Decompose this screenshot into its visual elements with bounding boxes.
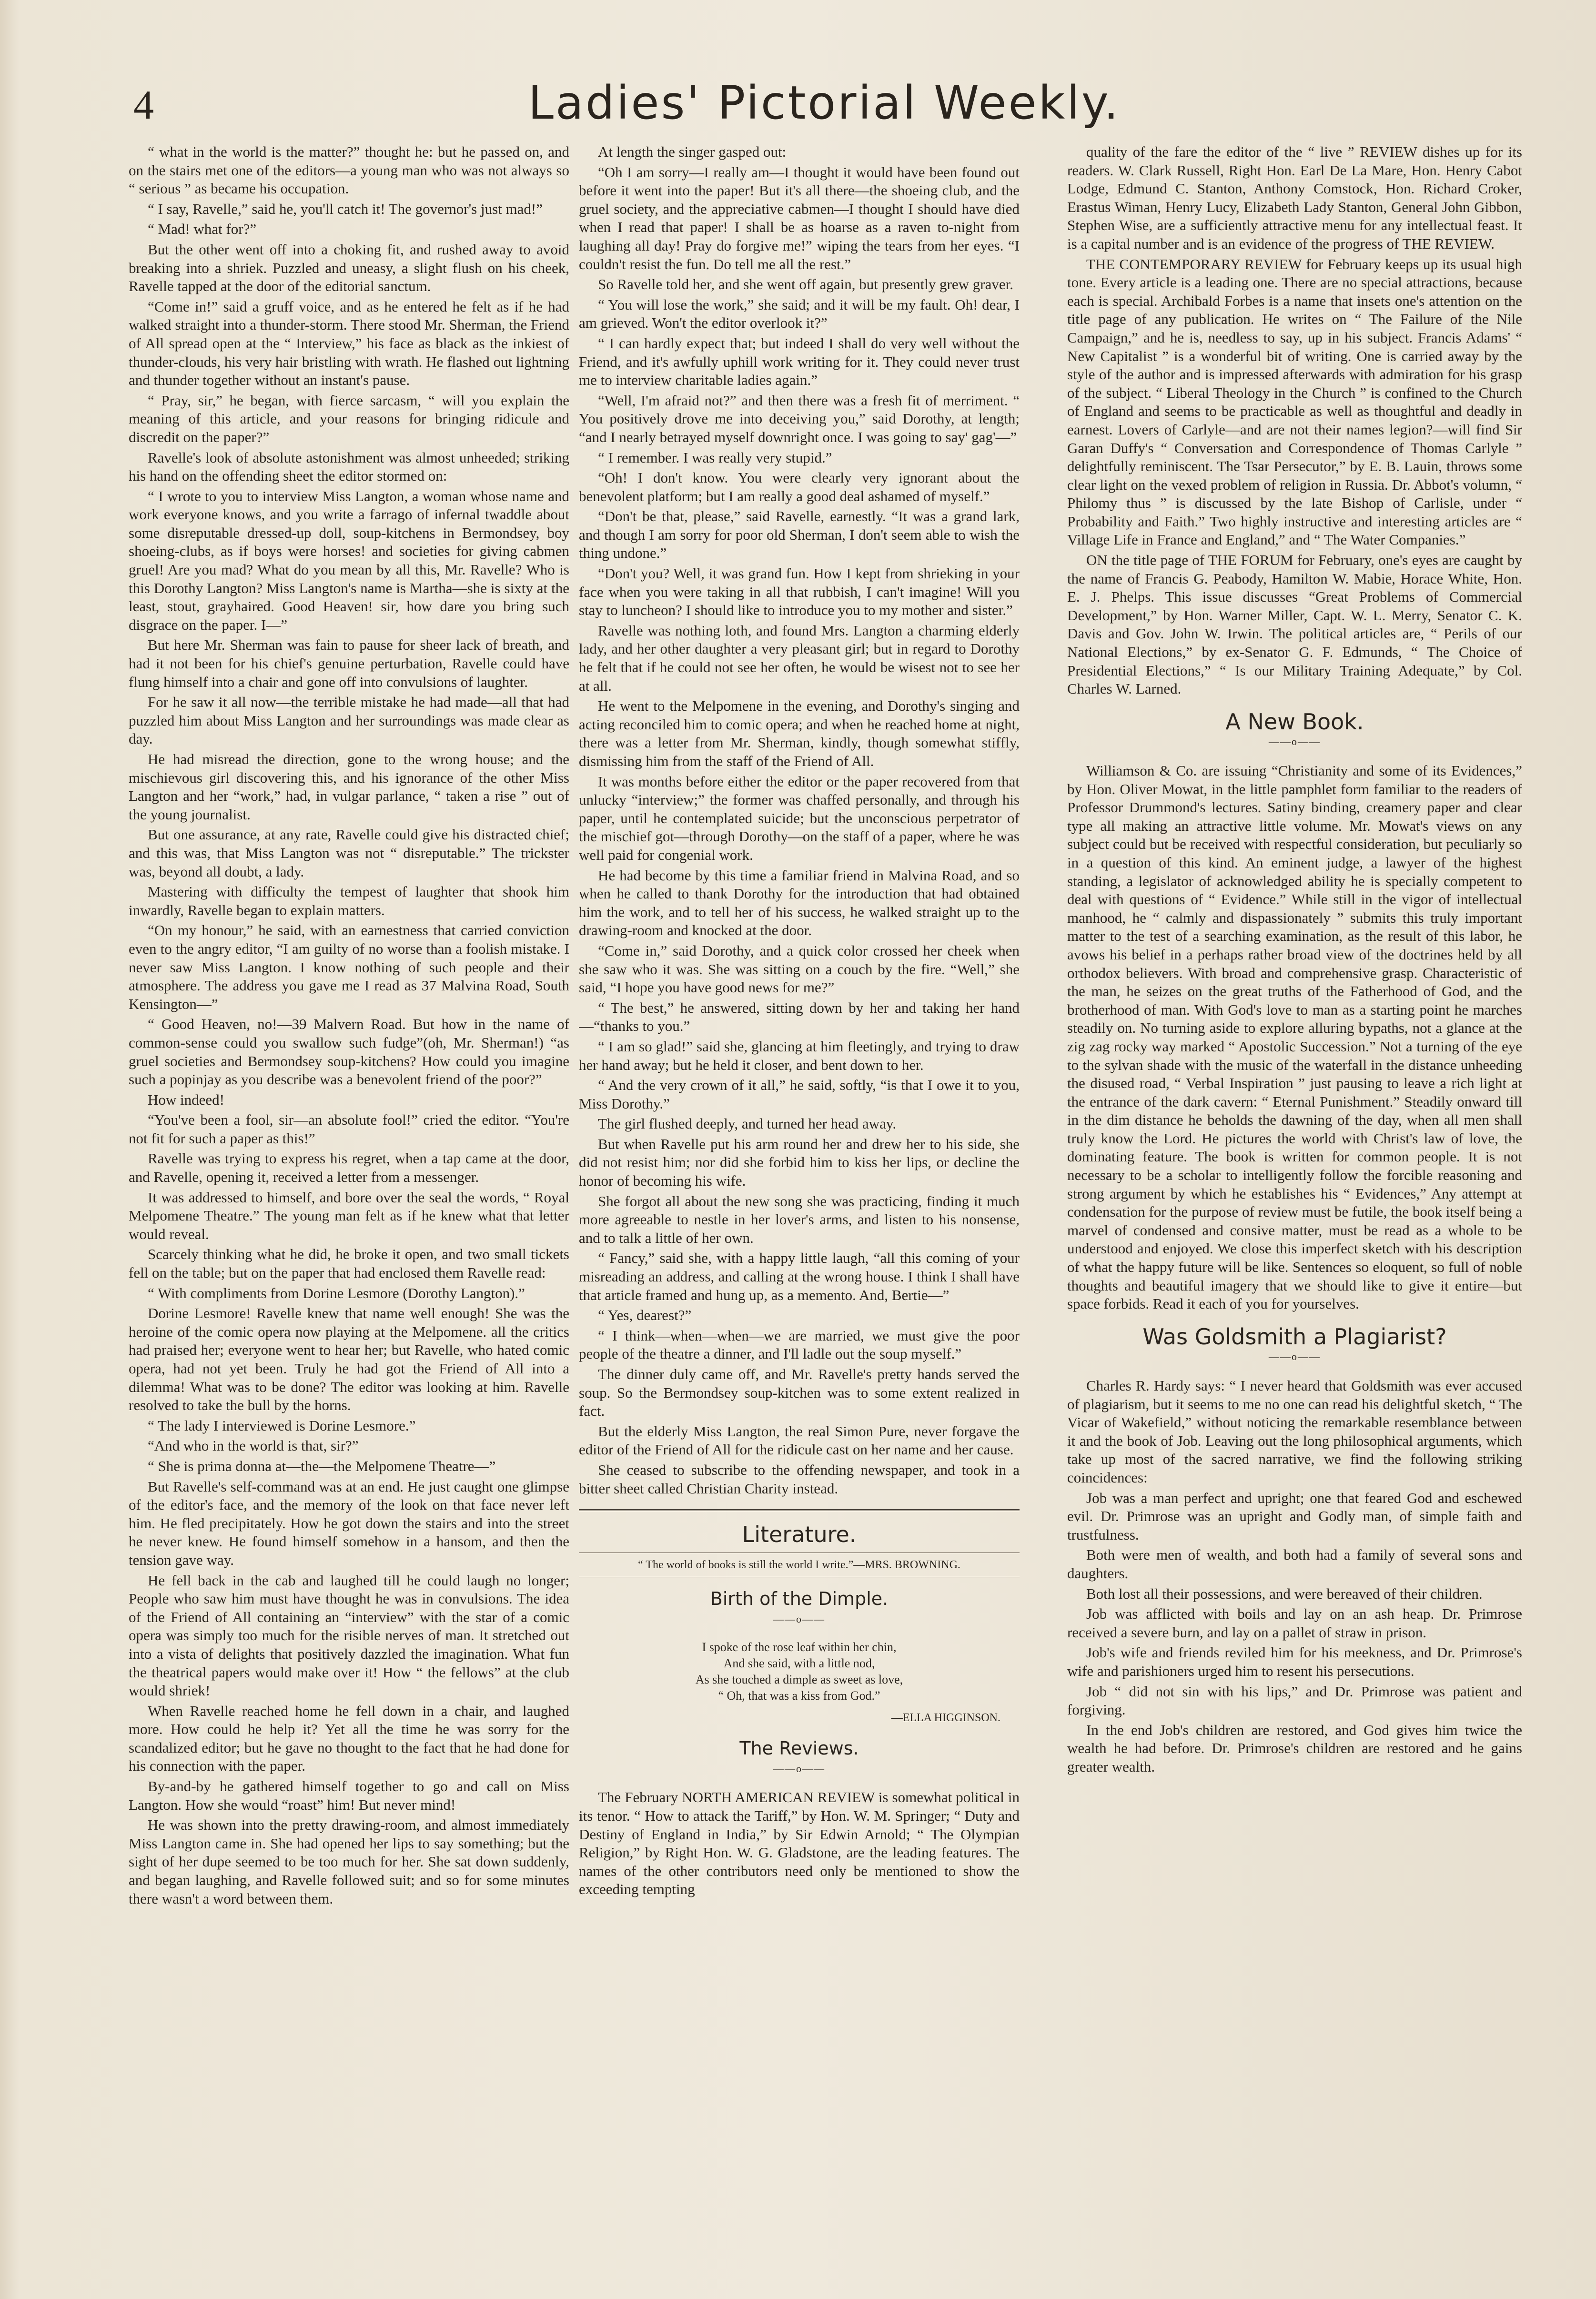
paragraph: The February NORTH AMERICAN REVIEW is somewhat political in its tenor. “ How to attack the Tariff,” by Hon. W. M. Springer; “ Duty and Destiny of England in India,” by Sir Edwin Arnold; “ The Olympian Religion,” by Right Hon. W. G. Gladstone, are the leading features. The names of the other contributors need only be mentioned to show the exceeding tempting (579, 1789, 1020, 1898)
paragraph: Both were men of wealth, and both had a family of several sons and daughters. (1067, 1546, 1522, 1582)
paragraph: He had misread the direction, gone to the wrong house; and the mischievous girl discovering this, and his ignorance of the other Miss Langton and her “work,” had, in vulgar parlance, “ taken a rise ” out of the young journalist. (129, 751, 569, 823)
paragraph: Ravelle was nothing loth, and found Mrs. Langton a charming elderly lady, and her other daughter a very pleasant girl; but in regard to Dorothy he felt that if he could not see her often, he would be wisest not to see her at all. (579, 622, 1020, 694)
poem-line: As she touched a dimple as sweet as love, (695, 1672, 903, 1686)
paragraph: “Don't be that, please,” said Ravelle, earnestly. “It was a grand lark, and though I am sorry for poor old Sherman, I don't seem able to wish the thing undone.” (579, 508, 1020, 562)
paragraph: But when Ravelle put his arm round her and drew her to his side, she did not resist him; nor did she forbid him to kiss her lips, or decline the honor of becoming his wife. (579, 1135, 1020, 1190)
paragraph: The dinner duly came off, and Mr. Ravelle's pretty hands served the soup. So the Bermondsey soup-kitchen was to some extent realized in fact. (579, 1366, 1020, 1420)
paragraph: “Oh! I don't know. You were clearly very ignorant about the benevolent platform; but I am really a good deal ashamed of myself.” (579, 469, 1020, 504)
paragraph: Job “ did not sin with his lips,” and Dr. Primrose was patient and forgiving. (1067, 1683, 1522, 1718)
paragraph: Job's wife and friends reviled him for his meekness, and Dr. Primrose's wife and parishioners urged him to resent his persecutions. (1067, 1644, 1522, 1679)
paragraph: “ Good Heaven, no!—39 Malvern Road. But how in the name of common-sense could you swallow such fudge”(oh, Mr. Sherman!) “as gruel societies and Bermondsey soup-kitchens? How could you imagine such a popinjay as you describe was a benevolent friend of the poor?” (129, 1016, 569, 1088)
paragraph: The girl flushed deeply, and turned her head away. (598, 1115, 897, 1132)
paragraph: He was shown into the pretty drawing-room, and almost immediately Miss Langton came in. She had opened her lips to say something; but the sight of her dupe seemed to be too much for her. She sat down suddenly, and began laughing, and Ravelle followed suit; and so for some minutes there wasn't a word between them. (129, 1816, 569, 1907)
paragraph: “ what in the world is the matter?” thought he: but he passed on, and on the stairs met one of the editors—a young man who was not always so “ serious ” as became his occupation. (129, 143, 569, 197)
paragraph: quality of the fare the editor of the “ live ” REVIEW dishes up for its readers. W. Clark Russell, Right Hon. Earl De La Mare, Hon. Henry Cabot Lodge, Edmund C. Stanton, Anthony Comstock, Hon. Richard Croker, Erastus Wiman, Henry Lucy, Elizabeth Lady Stanton, General John Gibbon, Stephen Wise, are a sufficiently attractive menu for any intellectual feast. It is a capital number and is an evidence of the progress of THE REVIEW. (1067, 143, 1522, 252)
poem-line: “ Oh, that was a kiss from God.” (718, 1688, 880, 1703)
page-number: 4 (133, 82, 154, 128)
paragraph: By-and-by he gathered himself together to go and call on Miss Langton. How she would “roast” him! But never mind! (129, 1778, 569, 1813)
ornament: ——o—— (1269, 1351, 1321, 1363)
poem-line: I spoke of the rose leaf within her chin, (702, 1640, 897, 1654)
literature-motto: “ The world of books is still the world I write.”—MRS. BROWNING. (579, 1553, 1020, 1578)
paragraph: “Oh I am sorry—I really am—I thought it would have been found out before it went into the paper! But it's all there—the shoeing club, and the gruel society, and the appreciative cabmen—I thought I should have died when I read that paper! I shall be as hoarse as a raven to-night from laughing all day! Pray do forgive me!” wiping the tears from her eyes. “I couldn't resist the fun. Do tell me all the rest.” (579, 163, 1020, 272)
paragraph: But one assurance, at any rate, Ravelle could give his distracted chief; and this was, that Miss Langton was not “ disreputable.” The trickster was, beyond all doubt, a lady. (129, 826, 569, 880)
paragraph: “On my honour,” he said, with an earnestness that carried conviction even to the angry editor, “I am guilty of no worse than a foolish mistake. I never saw Miss Langton. I know nothing of such people and their atmosphere. The address you gave me I read as 37 Malvina Road, South Kensington—” (129, 922, 569, 1012)
paragraph: “ I remember. I was really very stupid.” (598, 449, 832, 466)
paragraph: “ And the very crown of it all,” he said, softly, “is that I owe it to you, Miss Dorothy.” (579, 1077, 1020, 1112)
paragraph: She forgot all about the new song she was practicing, finding it much more agreeable to nestle in her lover's arms, and listen to his nonsense, and to talk a little of her own. (579, 1192, 1020, 1246)
paragraph: “ I think—when—when—we are married, we must give the poor people of the theatre a dinner, and I'll ladle out the soup myself.” (579, 1327, 1020, 1362)
paragraph: But the other went off into a choking fit, and rushed away to avoid breaking into a shriek. Puzzled and uneasy, a slight flush on his cheek, Ravelle tapped at the door of the editorial sanctum. (129, 241, 569, 295)
paragraph: She ceased to subscribe to the offending newspaper, and took in a bitter sheet called Christian Charity instead. (579, 1461, 1020, 1497)
paragraph: It was addressed to himself, and bore over the seal the words, “ Royal Melpomene Theatre.” The young man felt as if he knew what that letter would reveal. (129, 1189, 569, 1242)
paragraph: So Ravelle told her, and she went off again, but presently grew graver. (598, 276, 1013, 293)
paragraph: “ She is prima donna at—the—the Melpomene Theatre—” (148, 1457, 496, 1474)
column-2 (579, 143, 1020, 2242)
paragraph: “ I say, Ravelle,” said he, you'll catch it! The governor's just mad!” (148, 200, 543, 217)
ornament: ——o—— (773, 1762, 825, 1775)
paragraph: In the end Job's children are restored, and God gives him twice the wealth he had before. Dr. Primrose's children are restored and he gains greater wealth. (1067, 1721, 1522, 1775)
paragraph: “ You will lose the work,” she said; and it will be my fault. Oh! dear, I am grieved. Won't the editor overlook it?” (579, 296, 1020, 332)
paragraph: “ I am so glad!” said she, glancing at him fleetingly, and trying to draw her hand away; but he held it closer, and bent down to her. (579, 1038, 1020, 1073)
reviews-heading: The Reviews. (739, 1738, 859, 1759)
paragraph: But the elderly Miss Langton, the real Simon Pure, never forgave the editor of the Friend of All for the ridicule cast on her name and her cause. (579, 1422, 1020, 1458)
literature-heading: Literature. (742, 1522, 857, 1548)
paragraph: “You've been a fool, sir—an absolute fool!” cried the editor. “You're not fit for such a paper as this!” (129, 1111, 569, 1147)
paragraph: “ Fancy,” said she, with a happy little laugh, “all this coming of your misreading an address, and calling at the wrong house. I think I shall have that article framed and hung up, as a memento. And, Bertie—” (579, 1250, 1020, 1303)
poem (579, 1639, 1020, 1704)
paragraph: Mastering with difficulty the tempest of laughter that shook him inwardly, Ravelle began to explain matters. (129, 883, 569, 918)
poem-line: And she said, with a little nod, (723, 1656, 875, 1670)
paragraph: “Well, I'm afraid not?” and then there was a fresh fit of merriment. “ You positively drove me into deceiving you,” said Dorothy, at length; “and I nearly betrayed myself downright once. I was going to say' gag'—” (579, 392, 1020, 445)
paragraph: He went to the Melpomene in the evening, and Dorothy's singing and acting reconciled him to comic opera; and when he reached home at night, there was a letter from Mr. Sherman, kindly, though somewhat stiffly, dismissing him from the staff of the Friend of All. (579, 697, 1020, 769)
paragraph: “Come in,” said Dorothy, and a quick color crossed her cheek when she saw who it was. She was sitting on a couch by the fire. “Well,” she said, “I hope you have good news for me?” (579, 942, 1020, 996)
paragraph: He had become by this time a familiar friend in Malvina Road, and so when he called to thank Dorothy for the introduction that had obtained him the work, and to tell her of his success, he walked straight up to the drawing-room and knocked at the door. (579, 867, 1020, 939)
paragraph: Williamson & Co. are issuing “Christianity and some of its Evidences,” by Hon. Oliver Mowat, in the little pamphlet form familiar to the readers of Professor Drummond's lectures. Satiny binding, creamery paper and clear type all making an attractive little volume. Mr. Mowat's views on any subject could but be received with respectful consideration, but peculiarly so in a question of this kind. An eminent judge, a lawyer of the highest standing, a legislator of acknowledged ability he is specially competent to deal with questions of “ Evidence.” While still in the vigor of intellectual manhood, he “ calmly and dispassionately ” submits this truly important matter to the test of a searching examination, as the result of this labor, he avows his belief in a perhaps rather broad view of the doctrines held by all orthodox believers. With broad and comprehensive grasp. Characteristic of the man, he seizes on the great truths of the Fatherhood of God, and the brotherhood of man. With God's love to man as a starting point he marches steadily on. No turning aside to explore alluring bypaths, not a glance at the zig zag rocky way marked “ Apostolic Succession.” Not a turning of the eye to the sylvan shade with the music of the waterfall in the distance unheeding the disused road, “ Verbal Inspiration ” just pausing to leave a rich light at the entrance of the dark cavern: “ Eternal Punishment.” Steadily onward till in the dim distance he beholds the dawning of the day, when all men shall truly know the Lord. He pictures the world with Christ's law of love, the dominating feature. The book is written for common people. It is not necessary to be a scholar to intelligently follow the forcible reasoning and strong argument by which he establishes his “ Evidences,” Any attempt at condensation for the purpose of review must be futile, the book itself being a marvel of condensed and consive matter, must be read as a whole to be understood and enjoyed. We close this imperfect sketch with his description of what the happy future will be like. Sentences so eloquent, so full of noble thoughts and beautiful imagery that we should like to give it entire—but space forbids. Read it each of you for yourselves. (1067, 762, 1522, 1312)
ornament: ——o—— (773, 1613, 825, 1625)
paragraph: “ The lady I interviewed is Dorine Lesmore.” (148, 1417, 416, 1434)
poem-author: —ELLA HIGGINSON. (891, 1711, 1000, 1724)
new-book-heading: A New Book. (1225, 708, 1364, 735)
page-header (124, 71, 1525, 129)
paragraph: Ravelle's look of absolute astonishment was almost unheeded; striking his hand on the offending sheet the editor stormed on: (129, 449, 569, 484)
paragraph: But here Mr. Sherman was fain to pause for sheer lack of breath, and had it not been for his chief's genuine perturbation, Ravelle could have flung himself into a chair and gone off into convulsions of laughter. (129, 636, 569, 690)
paragraph: Charles R. Hardy says: “ I never heard that Goldsmith was ever accused of plagiarism, but it seems to me no one can read his delightful sketch, “ The Vicar of Wakefield,” without noticing the remarkable resemblance between it and the book of Job. Leaving out the long philosophical arguments, which take up most of the sacred narrative, we find the following striking coincidences: (1067, 1377, 1522, 1486)
poem-title: Birth of the Dimple. (710, 1588, 889, 1610)
paragraph: “ Yes, dearest?” (598, 1307, 692, 1324)
paragraph: Job was a man perfect and upright; one that feared God and eschewed evil. Dr. Primrose was an upright and Godly man, of simple faith and trustfulness. (1067, 1489, 1522, 1543)
paragraph: At length the singer gasped out: (598, 143, 787, 160)
paragraph: Ravelle was trying to express his regret, when a tap came at the door, and Ravelle, opening it, received a letter from a messenger. (129, 1150, 569, 1186)
paragraph: Scarcely thinking what he did, he broke it open, and two small tickets fell on the table; but on the paper that had enclosed them Ravelle read: (129, 1246, 569, 1281)
goldsmith-heading: Was Goldsmith a Plagiarist? (1142, 1323, 1447, 1350)
paragraph: “ Mad! what for?” (148, 221, 257, 238)
paragraph: “And who in the world is that, sir?” (148, 1437, 359, 1454)
paragraph: THE CONTEMPORARY REVIEW for February keeps up its usual high tone. Every article is a leading one. There are no special attractions, because each is special. Archibald Forbes is a name that insets one's attention on the title page of any publication. He writes on “ The Failure of the Nile Campaign,” and he is, needless to say, up in his subject. Francis Adams' “ New Capitalist ” is a wonderful bit of writing. One is carried away by the style of the author and is impressed afterwards with admiration for his grasp of the subject. “ Liberal Theology in the Church ” is confined to the Church of England and seems to be practicable as well as thoughtful and deadly in earnest. Lovers of Carlyle—and are not their names legion?—will find Sir Garan Duffy's “ Conversation and Correspondence of Thomas Carlyle ” delightfully reminiscent. The Tsar Persecutor,” by E. B. Lauin, throws some clear light on the vexed problem of religion in Russia. Dr. Abbot's volumn, “ Philomy thus ” is discussed by the late Bishop of Carlisle, under “ Probability and Faith.” Two highly instructive and interesting articles are “ Village Life in France and England,” and “ The Water Companies.” (1067, 255, 1522, 548)
paragraph: “ The best,” he answered, sitting down by her and taking her hand—“thanks to you.” (579, 999, 1020, 1035)
paragraph: Dorine Lesmore! Ravelle knew that name well enough! She was the heroine of the comic opera now playing at the Melpomene. all the critics had praised her; everyone went to hear her; but Ravelle, who hated comic opera, had not yet been. Truly he had got the Friend of All into a dilemma! What was to be done? The editor was looking at him. Ravelle resolved to take the bull by the horns. (129, 1305, 569, 1414)
masthead-title: Ladies' Pictorial Weekly. (528, 76, 1121, 130)
paragraph: He fell back in the cab and laughed till he could laugh no longer; People who saw him must have thought he was in convulsions. The idea of the Friend of All containing an “interview” with the star of a comic opera was simply too much for the risible nerves of man. It stretched out into a vista of delights that positively dazzled the imagination. What fun the theatrical papers would make over it! How “ the fellows” at the club would shriek! (129, 1572, 569, 1699)
paragraph: “ I can hardly expect that; but indeed I shall do very well without the Friend, and it's awfully uphill work writing for it. They could never trust me to interview charitable ladies again.” (579, 334, 1020, 389)
paragraph: “Don't you? Well, it was grand fun. How I kept from shrieking in your face when you were taking in all that rubbish, I can't imagine! Will you stay to luncheon? I should like to introduce you to my mother and sister.” (579, 565, 1020, 619)
paragraph: How indeed! (148, 1091, 224, 1108)
section-divider (579, 1509, 1020, 1511)
paragraph: “ I wrote to you to interview Miss Langton, a woman whose name and work everyone knows, and you write a farrago of infernal twaddle about some disreputable dressed-up doll, soup-kitchens in Bermondsey, boy shoeing-clubs, as if boys were horses! and societies for giving cabmen gruel! Are you mad? What do you mean by all this, Mr. Ravelle? Who is this Dorothy Langton? Miss Langton's name is Martha—she is sixty at the least, stout, grayhaired. Good Heaven! sir, how dare you bring such disgrace on the paper. I—” (129, 487, 569, 633)
ornament: ——o—— (1269, 736, 1321, 748)
paragraph: “ Pray, sir,” he began, with fierce sarcasm, “ will you explain the meaning of this article, and your reasons for bringing ridicule and discredit on the paper?” (129, 392, 569, 445)
paragraph: “Come in!” said a gruff voice, and as he entered he felt as if he had walked straight into a thunder-storm. There stood Mr. Sherman, the Friend of All spread open at the “ Interview,” his face as black as the inkiest of thunder-clouds, his very hair bristling with wrath. He flashed out lightning and thunder together without an instant's pause. (129, 298, 569, 389)
paragraph: “ With compliments from Dorine Lesmore (Dorothy Langton).” (148, 1284, 525, 1301)
column-3 (1067, 143, 1522, 2242)
column-1 (129, 143, 569, 2242)
paragraph: Both lost all their possessions, and were bereaved of their children. (1086, 1585, 1483, 1602)
paragraph: ON the title page of THE FORUM for February, one's eyes are caught by the name of Francis G. Peabody, Hamilton W. Mabie, Horace White, Hon. E. J. Phelps. This issue discusses “Great Problems of Commercial Development,” by Hon. Warner Miller, Capt. W. L. Merry, Senator C. K. Davis and Gov. John W. Irwin. The political articles are, “ Perils of our National Elections,” by ex-Senator G. F. Edmunds, “ The Choice of Presidential Elections,” “ Is our Military Training Adequate,” by Col. Charles W. Larned. (1067, 552, 1522, 697)
paragraph: For he saw it all now—the terrible mistake he had made—all that had puzzled him about Miss Langton and her surroundings was made clear as day. (129, 694, 569, 747)
paragraph: It was months before either the editor or the paper recovered from that unlucky “interview;” the former was chaffed personally, and through his paper, until he contemplated suicide; but the unconscious perpetrator of the mischief got—through Dorothy—on the staff of a paper, where he was well paid for congenial work. (579, 773, 1020, 863)
paragraph: But Ravelle's self-command was at an end. He just caught one glimpse of the editor's face, and the memory of the look on that face never left him. He fled precipitately. How he got down the stairs and into the street he never knew. He found himself somehow in a hansom, and then the tension gave way. (129, 1478, 569, 1568)
paragraph: Job was afflicted with boils and lay on an ash heap. Dr. Primrose received a severe burn, and lay on a pallet of straw in prison. (1067, 1605, 1522, 1641)
paragraph: When Ravelle reached home he fell down in a chair, and laughed more. How could he help it? Yet all the time he was sorry for the scandalized editor; but he gave no thought to the fact that he had done for his connection with the paper. (129, 1702, 569, 1775)
